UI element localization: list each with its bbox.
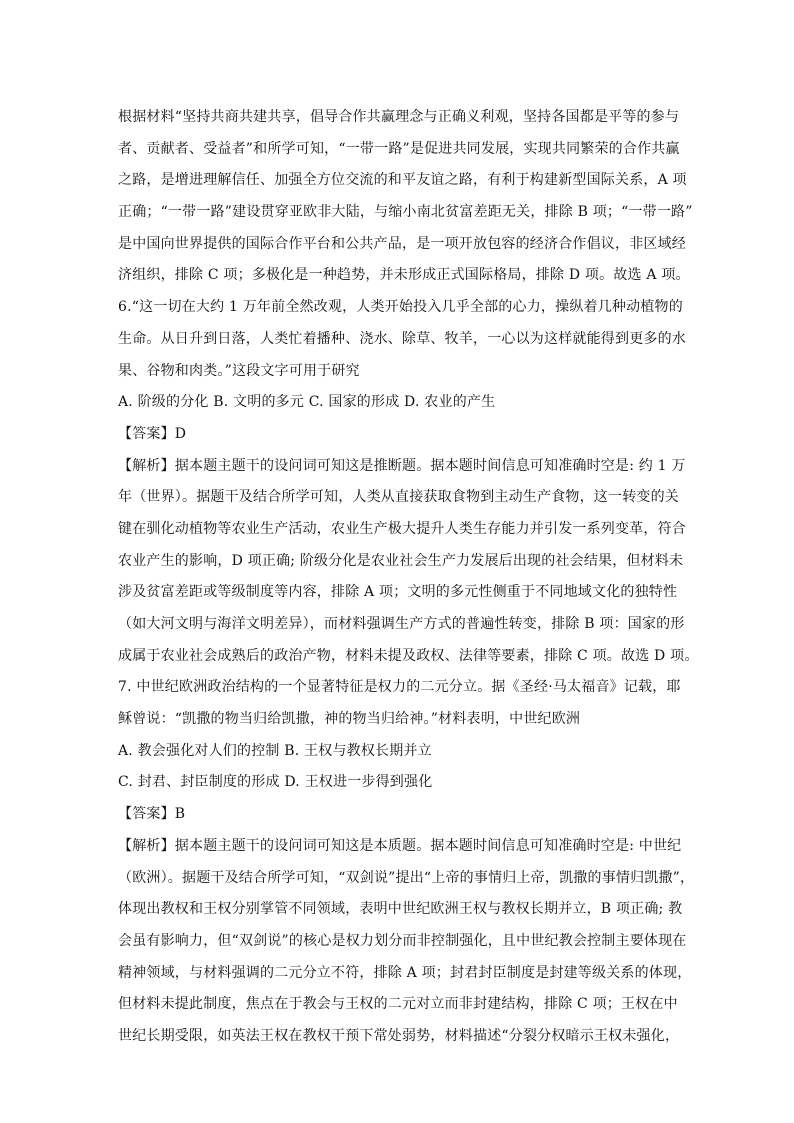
analysis-text: 精神领域，与材料强调的二元分立不符，排除 A 项；封君封臣制度是封建等级关系的体现， [118,964,692,981]
question-6-stem: 6.“这一切在大约 1 万年前全然改观，人类开始投入几乎全部的心力，操纵着几种动植物的 [118,299,683,316]
text-line: 是中国向世界提供的国际合作平台和公共产品，是一项开放包容的经济合作倡议，非区域经 [118,235,686,252]
analysis-text: （如大河文明与海洋文明差异），而材料强调生产方式的普遍性转变，排除 B 项：国家的形 [118,616,685,632]
analysis-text: （欧洲）。据题干及结合所学可知，“双剑说”提出“上帝的事情归上帝，凯撒的事情归凯撒”， [118,869,695,886]
analysis-text: 键在驯化动植物等农业生产活动，农业生产极大提升人类生存能力并引发一系列变革，符合 [118,520,686,537]
analysis-text: 体现出教权和王权分别掌管不同领域，表明中世纪欧洲王权与教权长期并立，B 项正确; 教 [118,901,683,918]
analysis-text: 涉及贫富差距或等级制度等内容，排除 A 项；文明的多元性侧重于不同地域文化的独特性 [118,584,678,601]
text-line: 之路，是增进理解信任、加强全方位交流的和平友谊之路，有利于构建新型国际关系，A 项 [118,172,687,189]
analysis-text: 成属于农业社会成熟后的政治产物，材料未提及政权、法律等要素，排除 C 项。故选 D 项。 [118,647,699,664]
question-6-stem: 生命。从日升到日落，人类忙着播种、浇水、除草、牧羊，一心以为这样就能得到更多的水 [118,330,686,347]
text-line: 者、贡献者、受益者”和所学可知，“一带一路”是促进共同发展，实现共同繁荣的合作共赢 [118,140,680,157]
text-line: 根据材料“坚持共商共建共享，倡导合作共赢理念与正确义利观，坚持各国都是平等的参与 [118,109,680,125]
analysis-text: 会虽有影响力，但“双剑说”的核心是权力划分而非控制强化，且中世纪教会控制主要体现在 [118,932,687,949]
analysis-text: 农业产生的影响，D 项正确; 阶级分化是农业社会生产力发展后出现的社会结果，但材料未 [118,552,684,569]
question-7-options: C. 封君、封臣制度的形成 D. 王权进一步得到强化 [118,774,433,791]
question-7-stem: 7. 中世纪欧洲政治结构的一个显著特征是权力的二元分立。据《圣经·马太福音》记载，耶 [118,679,681,696]
answer-label: 【答案】D [118,425,187,442]
analysis-text: 但材料未提此制度，焦点在于教会与王权的二元对立而非封建结构，排除 C 项；王权在中 [118,996,678,1013]
text-line: 济组织，排除 C 项；多极化是一种趋势，并未形成正式国际格局，排除 D 项。故选 A 项。 [118,267,690,284]
analysis-text: 年（世界）。据题干及结合所学可知，人类从直接获取食物到主动生产食物，这一转变的关 [118,489,679,506]
question-6-stem: 果、谷物和肉类。”这段文字可用于研究 [118,362,360,379]
text-line: 正确；“一带一路”建设贯穿亚欧非大陆，与缩小南北贫富差距无关，排除 B 项；“一带一路” [118,204,693,221]
analysis-text: 世纪长期受限，如英法王权在教权干预下常处弱势，材料描述“分裂分权暗示王权未强化， [118,1027,680,1044]
analysis-text: 【解析】据本题主题干的设问词可知这是本质题。据本题时间信息可知准确时空是: 中世纪 [118,837,682,854]
question-7-stem: 稣曾说：“凯撒的物当归给凯撒，神的物当归给神。”材料表明，中世纪欧洲 [118,711,581,728]
question-7-options: A. 教会强化对人们的控制 B. 王权与教权长期并立 [118,742,432,759]
analysis-text: 【解析】据本题主题干的设问词可知这是推断题。据本题时间信息可知准确时空是: 约 1 万 [118,457,686,474]
document-page [118,102,699,1053]
question-6-options: A. 阶级的分化 B. 文明的多元 C. 国家的形成 D. 农业的产生 [118,394,496,411]
answer-label: 【答案】B [118,806,186,823]
